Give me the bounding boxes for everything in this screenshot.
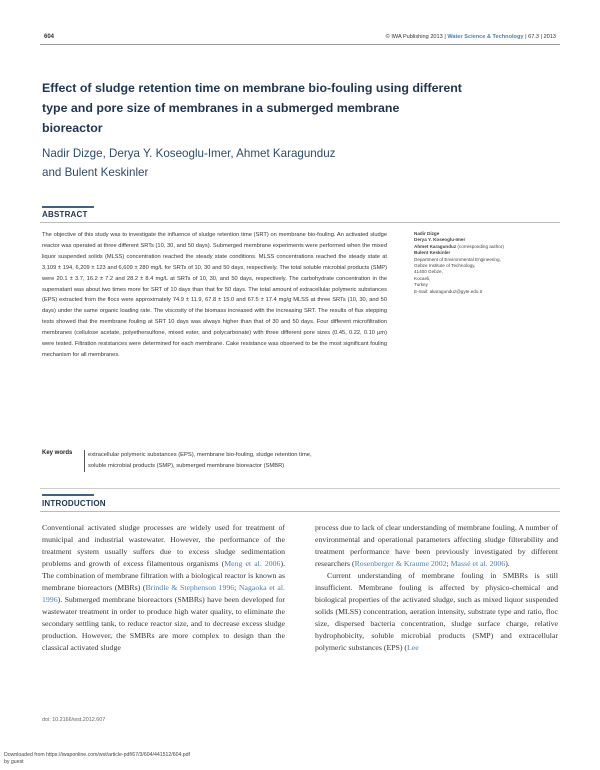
intro-text-1: Conventional activated sludge processes are widely used for treatment of municipal and industrial wastewater. However, the performance of the treatment system usually suffers due to excess sludge sedimentation problems and growth of excess filamentous organisms ( <box>42 523 285 568</box>
keywords-text <box>88 450 398 471</box>
keywords-line-1: extracellular polymeric substances (EPS), membrane bio-fouling, sludge retention time, <box>88 452 312 458</box>
intro-sep-2: ; <box>446 559 451 568</box>
affil-author-2: Derya Y. Koseoglu-Imer <box>414 237 466 243</box>
section-separator <box>40 488 560 489</box>
abstract-heading: ABSTRACT <box>42 210 88 219</box>
affil-author-1: Nadir Dizge <box>414 231 440 236</box>
intro-text-4: process due to lack of clear understanding of membrane fouling. A number of environmental and operational parameters affecting sludge filterability and treatment performance have been previously investigated by different researchers ( <box>315 523 558 568</box>
footer-line-1[interactable]: Downloaded from https://iwaponline.com/wst/article-pdf/67/3/604/441512/604.pdf <box>4 752 190 758</box>
affil-author-4: Bulent Keskinler <box>414 250 451 256</box>
header-rule <box>40 44 560 45</box>
journal-volume: 67.3 <box>528 34 539 40</box>
affil-postcode: 41400 Gebze, <box>414 269 443 275</box>
journal-header: © IWA Publishing 2013 | Water Science & Technology | 67.3 | 2013 <box>385 34 556 40</box>
citation-rosenberger[interactable]: Rosenberger & Kraume 2002 <box>354 559 447 568</box>
citation-brindle[interactable]: Brindle & Stephenson 1996 <box>145 583 235 592</box>
intro-text-5: ). <box>505 559 510 568</box>
keywords-line-2: soluble microbial products (SMP), submerged membrane bioreactor (SMBR) <box>88 462 285 469</box>
affil-city: Kocaeli, <box>414 275 431 281</box>
journal-year: 2013 <box>543 34 556 40</box>
intro-right-column <box>315 522 558 718</box>
footer-line-2: by guest <box>4 759 24 765</box>
download-footer <box>4 752 190 766</box>
author-list <box>42 144 422 182</box>
doi[interactable]: doi: 10.2166/wst.2012.607 <box>42 717 106 723</box>
keywords-divider <box>84 450 85 472</box>
affil-corresponding: (corresponding author) <box>456 243 504 249</box>
authors-line-1: Nadir Dizge, Derya Y. Koseoglu-Imer, Ahmet Karagunduz <box>42 147 336 160</box>
abstract-text: The objective of this study was to investigate the influence of sludge retention time (SRT) on membrane bio-fouling. An activated sludge reactor was operated at three different SRTs (10, 30, and 50 days). Submerged membrane experiments were performed when the mixed liquor suspended solids (MLSS) concentration reached the steady state conditions. MLSS concentrations reached the steady state at 3,109 ± 194, 6,209 ± 123 and 6,609 ± 280 mg/L for SRTs of 10, 30 and 50 days, respectively. The total soluble microbial products (SMP) were 20.1 ± 3.7, 16.2 ± 7.2 and 28.2 ± 8.4 mg/L at SRTs of 10, 30, and 50 days, respectively. The carbohydrate concentration in the supernatant was about two times more for SRT of 10 days than that for 50 days. The total amount of extracellular polymeric substances (EPS) extracted from the flocs were approximately 74.9 ± 11.9, 67.8 ± 15.0 and 67.5 ± 17.4 mg/g MLSS at three SRTs (10, 30, and 50 days) under the same organic loading rate. The viscosity of the biomass increased with the increasing SRT. The results of flux stepping tests showed that the membrane fouling at SRT 10 days was always higher than that of 30 and 50 days. Four different microfiltration membranes (cellulose acetate, polyethersulfone, mixed ester, and polycarbonate) with three different pore sizes (0.45, 0.22, 0.10 µm) were tested. Filtration resistances were determined for each membrane. Cake resistance was observed to be the most significant fouling mechanism for all membranes. <box>42 232 387 358</box>
intro-sep-1: ; <box>234 583 239 592</box>
intro-heading-bar <box>42 494 94 496</box>
affil-department: Department of Environmental Engineering, <box>414 256 501 262</box>
journal-name: Water Science & Technology <box>447 34 524 40</box>
intro-text-2: ). The combination of membrane filtration with a biological reactor is known as membrane bioreactors (MBRs) ( <box>42 559 285 592</box>
intro-heading: INTRODUCTION <box>42 499 106 508</box>
affil-email[interactable]: E-mail: akaragunduz@gyte.edu.tr <box>414 288 483 294</box>
paper-title: Effect of sludge retention time on membrane bio-fouling using different type and pore size of membranes in a submerged membrane bioreactor <box>42 81 462 135</box>
intro-rule <box>40 511 560 512</box>
authors-line-2: and Bulent Keskinler <box>42 166 149 179</box>
citation-lee[interactable]: Lee <box>407 643 419 652</box>
intro-paragraph-2 <box>315 570 558 654</box>
affiliation-block <box>414 231 564 295</box>
abstract-rule <box>40 222 560 223</box>
intro-text-6: Current understanding of membrane fouling in SMBRs is still insufficient. Membrane fouling is affected by physico-chemical and biological properties of the activated sludge, such as mixed liquor suspended solids (MLSS) concentration, aeration intensity, substrate type and ratio, floc size, dispersed bacteria concentration, sludge surface charge, relative hydrophobicity, soluble microbial products (SMP) and extracellular polymeric substances (EPS) ( <box>315 571 558 652</box>
intro-text-3: ). Submerged membrane bioreactors (SMBRs) have been developed for wastewater treatment in order to produce high water quality, to eliminate the secondary settling tank, to reduce reactor size, and to decrease excess sludge production. However, the SMBRs are more complex to design than the classical activated sludge <box>42 595 285 652</box>
copyright: © IWA Publishing 2013 <box>385 34 443 40</box>
intro-left-column <box>42 522 285 708</box>
citation-masse[interactable]: Massé et al. 2006 <box>450 559 506 568</box>
citation-nagaoka[interactable]: Nagaoka et al. 1996 <box>42 583 285 604</box>
affil-author-3: Ahmet Karagunduz <box>414 243 457 249</box>
affil-country: Turkey <box>414 282 428 288</box>
affil-institute: Gebze Institute of Technology, <box>414 263 476 269</box>
keywords-label: Key words <box>42 450 73 456</box>
citation-meng[interactable]: Meng et al. 2006 <box>224 559 281 568</box>
abstract-heading-bar <box>42 206 94 208</box>
page-number: 604 <box>44 34 55 40</box>
